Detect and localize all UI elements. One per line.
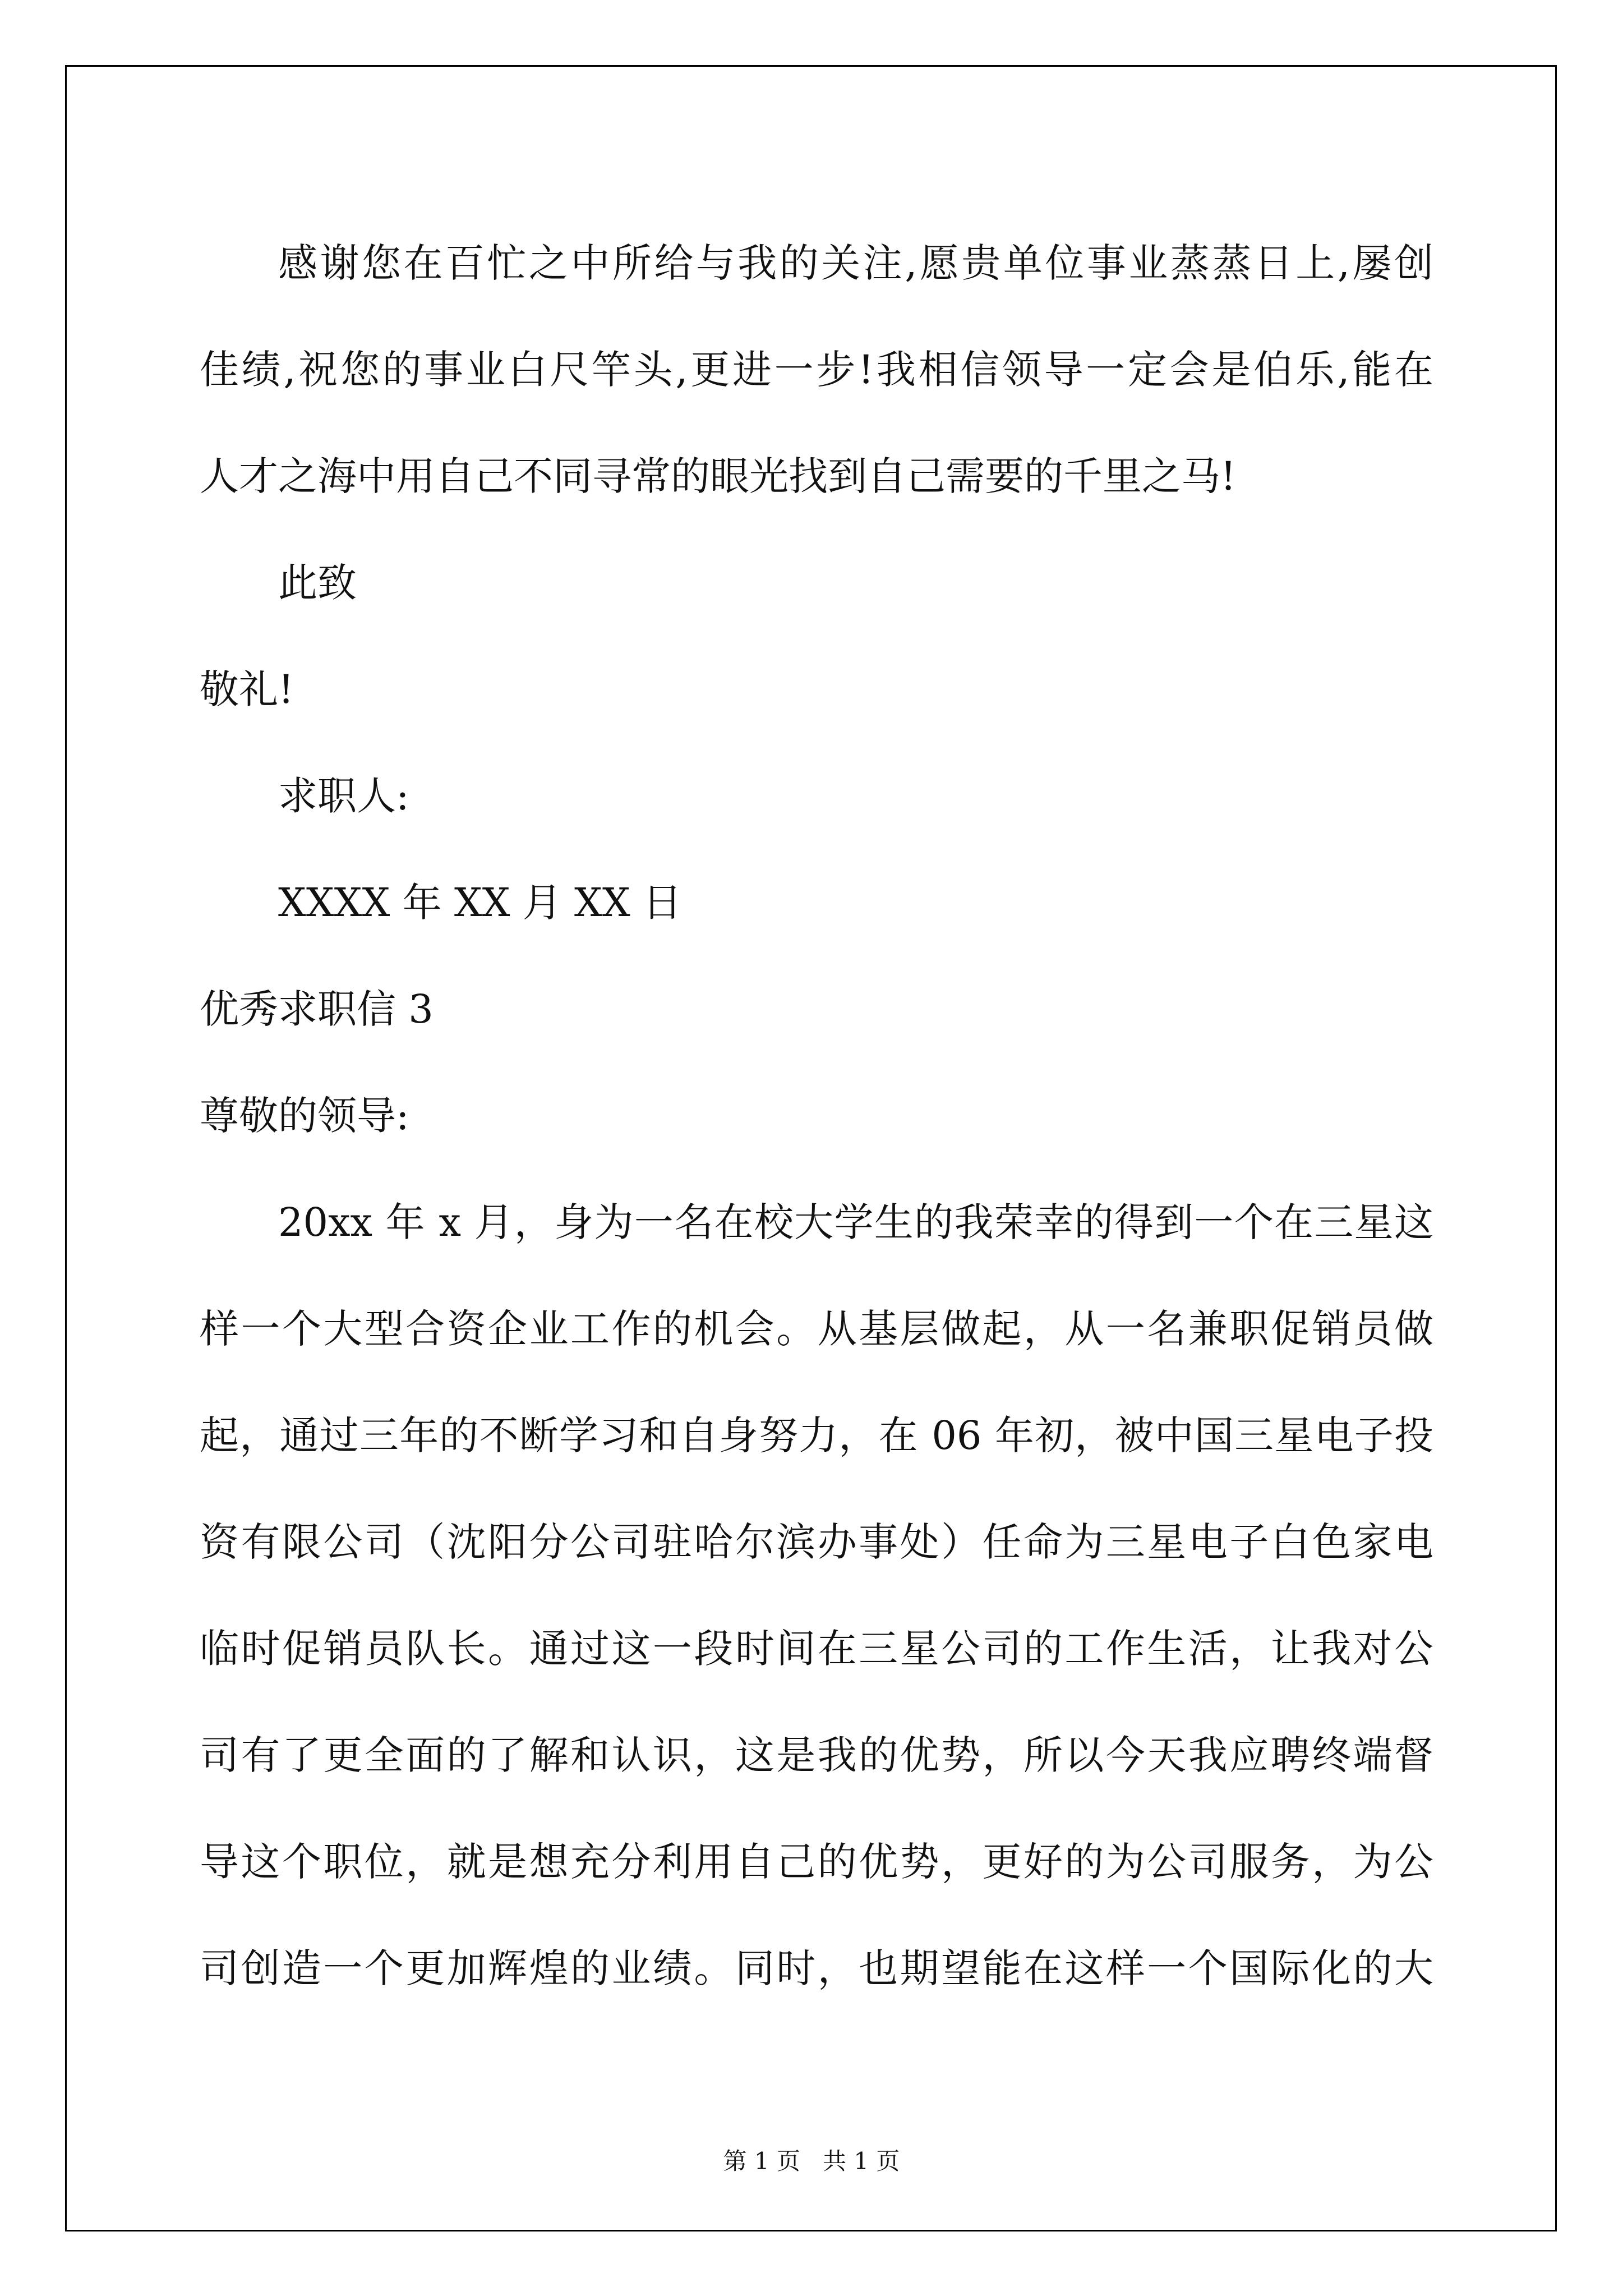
paragraph-line: 佳绩,祝您的事业白尺竿头,更进一步!我相信领导一定会是伯乐,能在 [200, 347, 1433, 393]
page-footer [0, 2143, 1623, 2177]
page-total: 共 1 页 [823, 2147, 900, 2175]
paragraph-line: 起，通过三年的不断学习和自身努力，在 06 年初，被中国三星电子投 [200, 1412, 1433, 1458]
paragraph-line: 人才之海中用自己不同寻常的眼光找到自己需要的千里之马! [200, 453, 1237, 499]
paragraph-line: 资有限公司（沈阳分公司驻哈尔滨办事处）任命为三星电子白色家电 [200, 1519, 1433, 1565]
document-body [200, 210, 1433, 2022]
paragraph-line: 20xx 年 x 月，身为一名在校大学生的我荣幸的得到一个在三星这 [278, 1199, 1433, 1245]
salutation-line: 敬礼! [200, 666, 294, 712]
paragraph-line: 临时促销员队长。通过这一段时间在三星公司的工作生活，让我对公 [200, 1626, 1433, 1672]
page-number: 第 1 页 [723, 2147, 800, 2175]
paragraph-line: 司有了更全面的了解和认识，这是我的优势，所以今天我应聘终端督 [200, 1732, 1433, 1778]
paragraph-line: 感谢您在百忙之中所给与我的关注,愿贵单位事业蒸蒸日上,屡创 [278, 240, 1433, 286]
closing-line: 此致 [278, 560, 357, 606]
paragraph-line: 样一个大型合资企业工作的机会。从基层做起，从一名兼职促销员做 [200, 1306, 1433, 1352]
signature-label: 求职人: [278, 773, 409, 819]
date-line: XXXX 年 XX 月 XX 日 [278, 880, 682, 926]
greeting-line: 尊敬的领导: [200, 1093, 409, 1139]
paragraph-line: 导这个职位，就是想充分利用自己的优势，更好的为公司服务，为公 [200, 1839, 1433, 1885]
paragraph-line: 司创造一个更加辉煌的业绩。同时，也期望能在这样一个国际化的大 [200, 1945, 1433, 1991]
section-title: 优秀求职信 3 [200, 986, 434, 1032]
